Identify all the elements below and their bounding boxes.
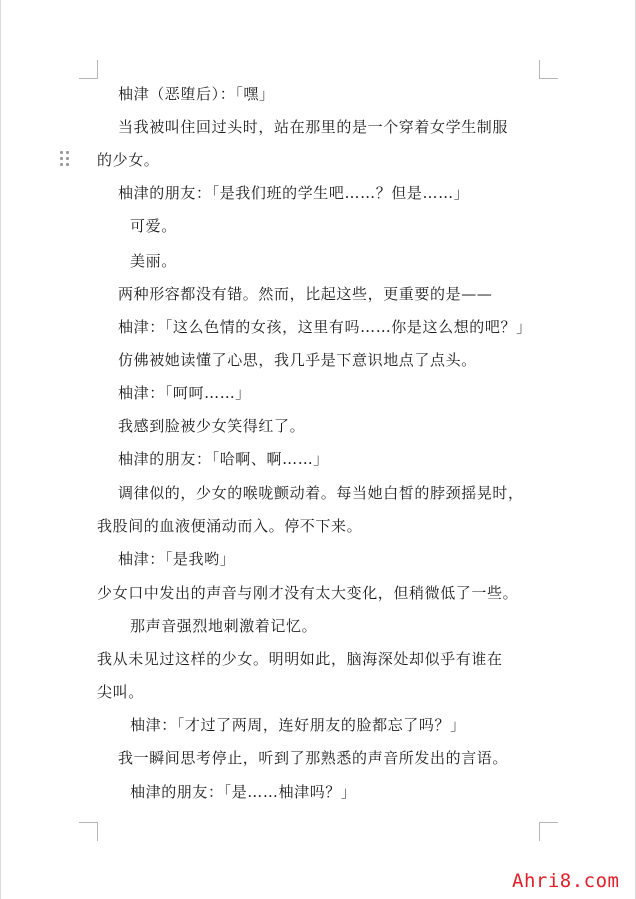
- document-line: 柚津的朋友：「哈啊、啊……」: [118, 450, 329, 468]
- watermark-text: Ahri8.com: [512, 870, 620, 892]
- document-line: 我一瞬间思考停止，听到了那熟悉的声音所发出的言语。: [118, 749, 509, 767]
- document-line: 柚津：「是我哟」: [118, 550, 236, 568]
- document-line: 尖叫。: [97, 683, 144, 701]
- document-line: 那声音强烈地刺激着记忆。: [130, 617, 318, 635]
- page-left-edge: [0, 0, 1, 899]
- document-line: 两种形容都没有错。然而，比起这些，更重要的是——: [118, 285, 493, 303]
- document-line: 可爱。: [130, 217, 177, 235]
- crop-mark-top-right: [539, 60, 558, 79]
- crop-mark-bottom-left: [79, 822, 98, 841]
- document-line: 仿佛被她读懂了心思，我几乎是下意识地点了点头。: [118, 351, 477, 369]
- crop-mark-bottom-right: [539, 822, 558, 841]
- paragraph-drag-handle-icon[interactable]: [60, 151, 70, 167]
- document-line: 少女口中发出的声音与刚才没有太大变化，但稍微低了一些。: [97, 584, 519, 602]
- document-line: 美丽。: [130, 252, 177, 270]
- document-line: 柚津：「才过了两周，连好朋友的脸都忘了吗？」: [130, 716, 466, 734]
- crop-mark-top-left: [79, 60, 98, 79]
- document-line: 柚津的朋友：「是……柚津吗？」: [130, 783, 357, 801]
- document-line: 我从未见过这样的少女。明明如此，脑海深处却似乎有谁在: [97, 650, 503, 668]
- document-line: 柚津（恶堕后）：「嘿」: [118, 85, 275, 103]
- document-line: 柚津的朋友：「是我们班的学生吧……？但是……」: [118, 184, 470, 202]
- document-line: 的少女。: [97, 151, 160, 169]
- document-line: 当我被叫住回过头时，站在那里的是一个穿着女学生制服: [118, 118, 509, 136]
- document-line: 调律似的，少女的喉咙颤动着。每当她白皙的脖颈摇晃时，: [118, 484, 524, 502]
- document-line: 我股间的血液便涌动而入。停不下来。: [97, 517, 363, 535]
- document-line: 柚津：「呵呵……」: [118, 384, 251, 402]
- document-line: 我感到脸被少女笑得红了。: [118, 417, 306, 435]
- document-line: 柚津：「这么色情的女孩，这里有吗……你是这么想的吧？」: [118, 318, 532, 336]
